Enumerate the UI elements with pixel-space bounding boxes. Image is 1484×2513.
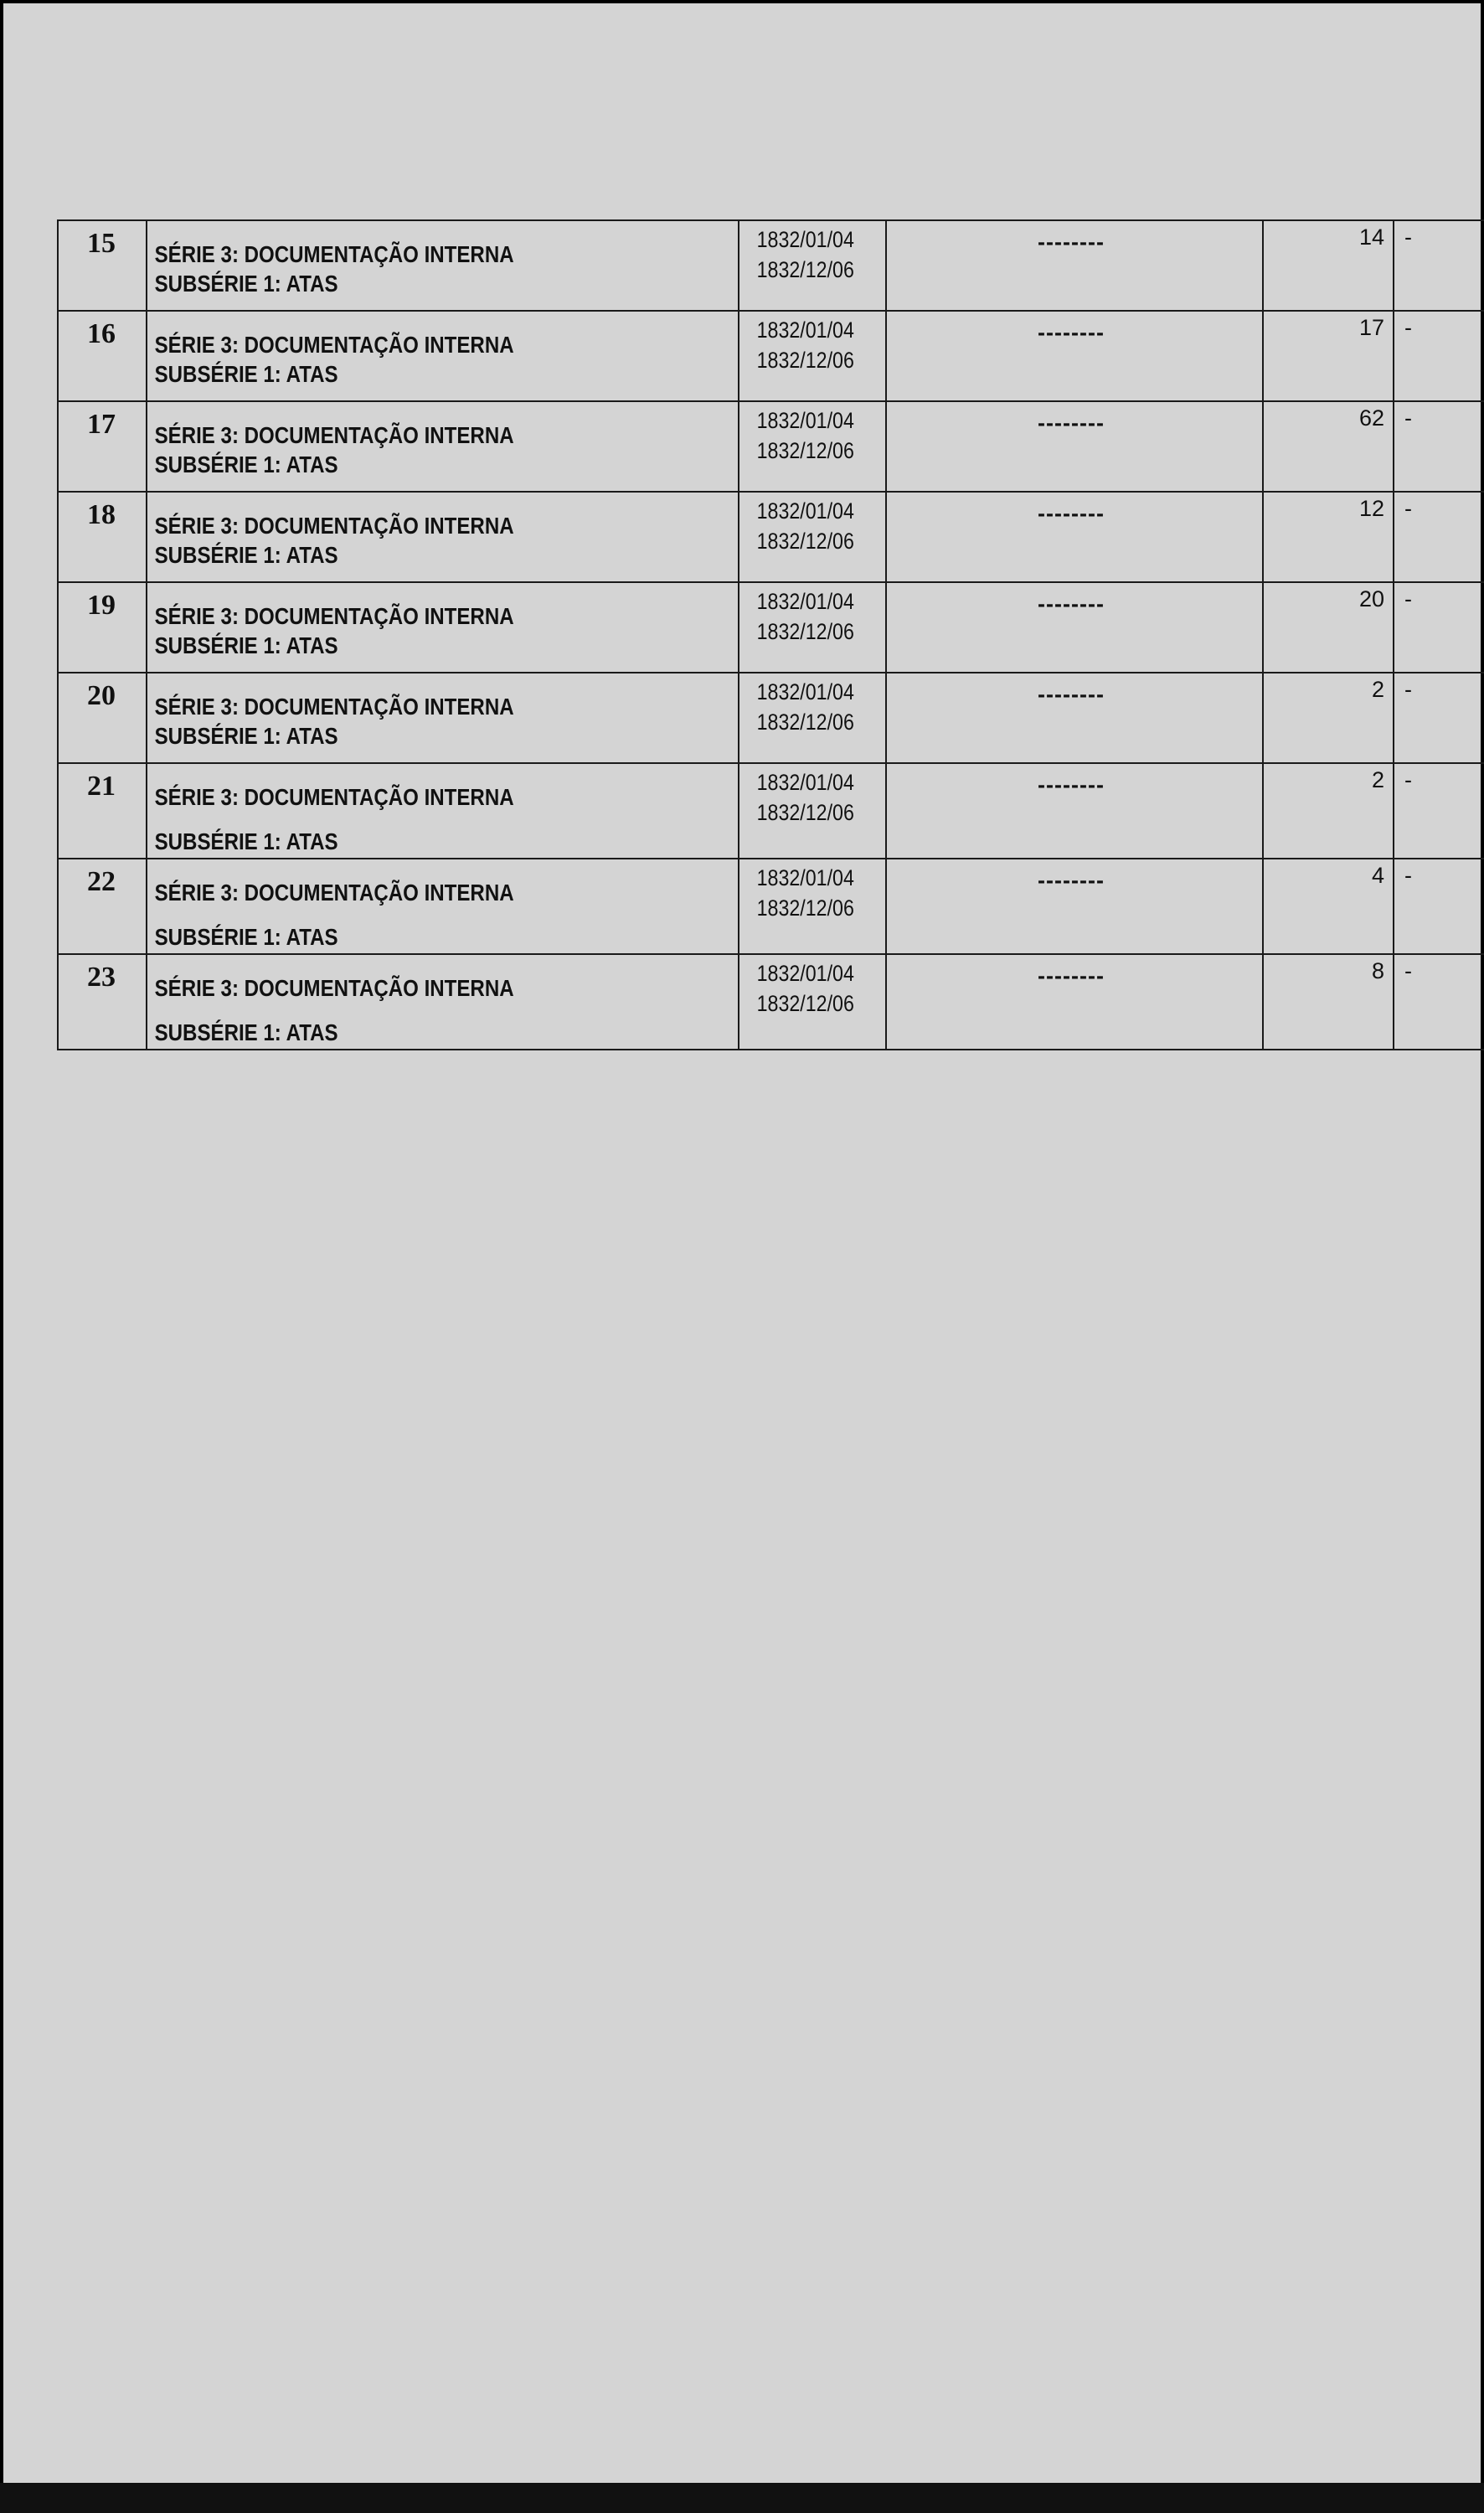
quantity-value: 14 xyxy=(1358,224,1384,250)
description-cell xyxy=(147,954,739,1050)
quantity-value: 62 xyxy=(1358,405,1384,431)
quantity-value: 8 xyxy=(1371,958,1384,983)
table-row xyxy=(58,859,1484,954)
dash-cell xyxy=(886,582,1263,673)
subseries-label: SUBSÉRIE 1: ATAS xyxy=(154,924,338,950)
date-start: 1832/01/04 xyxy=(756,317,854,343)
extra-value: - xyxy=(1404,224,1412,250)
date-start: 1832/01/04 xyxy=(756,679,854,704)
item-number: 18 xyxy=(87,499,116,530)
item-number-cell xyxy=(58,220,147,311)
dash-cell xyxy=(886,401,1263,492)
extra-cell xyxy=(1394,401,1484,492)
description-cell xyxy=(147,859,739,954)
date-end: 1832/12/06 xyxy=(756,800,854,825)
table-row xyxy=(58,220,1484,311)
date-end: 1832/12/06 xyxy=(756,619,854,644)
extra-cell xyxy=(1394,763,1484,859)
dash-placeholder: -------- xyxy=(1038,963,1105,988)
date-range-cell xyxy=(739,582,886,673)
dash-placeholder: -------- xyxy=(1038,682,1105,707)
date-start: 1832/01/04 xyxy=(756,227,854,252)
series-label: SÉRIE 3: DOCUMENTAÇÃO INTERNA xyxy=(154,784,514,810)
extra-cell xyxy=(1394,859,1484,954)
quantity-value: 2 xyxy=(1371,677,1384,702)
date-end: 1832/12/06 xyxy=(756,710,854,735)
item-number-cell xyxy=(58,582,147,673)
extra-cell xyxy=(1394,492,1484,582)
description-cell xyxy=(147,673,739,763)
date-range-cell xyxy=(739,673,886,763)
dash-placeholder: -------- xyxy=(1038,772,1105,797)
description-cell xyxy=(147,401,739,492)
item-number: 23 xyxy=(87,962,116,993)
item-number: 16 xyxy=(87,318,116,349)
item-number-cell xyxy=(58,401,147,492)
item-number-cell xyxy=(58,673,147,763)
subseries-label: SUBSÉRIE 1: ATAS xyxy=(154,1019,338,1045)
quantity-cell xyxy=(1263,492,1394,582)
extra-cell xyxy=(1394,311,1484,401)
date-end: 1832/12/06 xyxy=(756,895,854,921)
extra-cell xyxy=(1394,673,1484,763)
subseries-label: SUBSÉRIE 1: ATAS xyxy=(154,632,338,658)
dash-cell xyxy=(886,492,1263,582)
subseries-label: SUBSÉRIE 1: ATAS xyxy=(154,723,338,749)
extra-value: - xyxy=(1404,496,1412,521)
item-number: 22 xyxy=(87,866,116,897)
date-start: 1832/01/04 xyxy=(756,865,854,890)
date-start: 1832/01/04 xyxy=(756,589,854,614)
item-number: 21 xyxy=(87,771,116,802)
description-cell xyxy=(147,492,739,582)
table-row xyxy=(58,582,1484,673)
quantity-cell xyxy=(1263,763,1394,859)
description-cell xyxy=(147,763,739,859)
quantity-cell xyxy=(1263,859,1394,954)
table-row xyxy=(58,311,1484,401)
extra-cell xyxy=(1394,954,1484,1050)
item-number: 19 xyxy=(87,590,116,621)
extra-value: - xyxy=(1404,958,1412,983)
series-label: SÉRIE 3: DOCUMENTAÇÃO INTERNA xyxy=(154,975,514,1001)
subseries-label: SUBSÉRIE 1: ATAS xyxy=(154,542,338,568)
table-row xyxy=(58,763,1484,859)
item-number-cell xyxy=(58,859,147,954)
dash-placeholder: -------- xyxy=(1038,410,1105,436)
date-range-cell xyxy=(739,954,886,1050)
quantity-value: 12 xyxy=(1358,496,1384,521)
quantity-cell xyxy=(1263,311,1394,401)
quantity-cell xyxy=(1263,220,1394,311)
table-row xyxy=(58,954,1484,1050)
quantity-cell xyxy=(1263,673,1394,763)
series-label: SÉRIE 3: DOCUMENTAÇÃO INTERNA xyxy=(154,880,514,906)
item-number-cell xyxy=(58,311,147,401)
dash-cell xyxy=(886,859,1263,954)
dash-cell xyxy=(886,763,1263,859)
date-end: 1832/12/06 xyxy=(756,991,854,1016)
item-number: 20 xyxy=(87,680,116,711)
scan-bottom-edge xyxy=(0,2483,1484,2513)
extra-value: - xyxy=(1404,677,1412,702)
extra-cell xyxy=(1394,220,1484,311)
extra-value: - xyxy=(1404,767,1412,792)
item-number: 15 xyxy=(87,228,116,259)
series-label: SÉRIE 3: DOCUMENTAÇÃO INTERNA xyxy=(154,603,514,629)
quantity-cell xyxy=(1263,582,1394,673)
dash-cell xyxy=(886,954,1263,1050)
series-label: SÉRIE 3: DOCUMENTAÇÃO INTERNA xyxy=(154,694,514,720)
date-range-cell xyxy=(739,311,886,401)
item-number-cell xyxy=(58,954,147,1050)
quantity-value: 4 xyxy=(1371,863,1384,888)
date-start: 1832/01/04 xyxy=(756,498,854,524)
item-number: 17 xyxy=(87,409,116,440)
date-end: 1832/12/06 xyxy=(756,257,854,282)
quantity-cell xyxy=(1263,954,1394,1050)
dash-cell xyxy=(886,673,1263,763)
date-start: 1832/01/04 xyxy=(756,408,854,433)
quantity-value: 17 xyxy=(1358,315,1384,340)
item-number-cell xyxy=(58,763,147,859)
item-number-cell xyxy=(58,492,147,582)
extra-value: - xyxy=(1404,315,1412,340)
extra-value: - xyxy=(1404,586,1412,611)
subseries-label: SUBSÉRIE 1: ATAS xyxy=(154,361,338,387)
date-end: 1832/12/06 xyxy=(756,438,854,463)
date-range-cell xyxy=(739,859,886,954)
description-cell xyxy=(147,582,739,673)
date-start: 1832/01/04 xyxy=(756,961,854,986)
subseries-label: SUBSÉRIE 1: ATAS xyxy=(154,271,338,297)
dash-placeholder: -------- xyxy=(1038,230,1105,255)
dash-placeholder: -------- xyxy=(1038,868,1105,893)
inventory-table xyxy=(57,219,1484,1050)
date-end: 1832/12/06 xyxy=(756,348,854,373)
description-cell xyxy=(147,311,739,401)
date-range-cell xyxy=(739,401,886,492)
dash-cell xyxy=(886,220,1263,311)
extra-value: - xyxy=(1404,405,1412,431)
dash-placeholder: -------- xyxy=(1038,501,1105,526)
dash-cell xyxy=(886,311,1263,401)
series-label: SÉRIE 3: DOCUMENTAÇÃO INTERNA xyxy=(154,241,514,267)
date-range-cell xyxy=(739,763,886,859)
series-label: SÉRIE 3: DOCUMENTAÇÃO INTERNA xyxy=(154,332,514,358)
scanned-page xyxy=(3,3,1481,2483)
subseries-label: SUBSÉRIE 1: ATAS xyxy=(154,828,338,854)
quantity-cell xyxy=(1263,401,1394,492)
subseries-label: SUBSÉRIE 1: ATAS xyxy=(154,452,338,477)
table-row xyxy=(58,401,1484,492)
extra-value: - xyxy=(1404,863,1412,888)
series-label: SÉRIE 3: DOCUMENTAÇÃO INTERNA xyxy=(154,422,514,448)
description-cell xyxy=(147,220,739,311)
date-range-cell xyxy=(739,492,886,582)
extra-cell xyxy=(1394,582,1484,673)
series-label: SÉRIE 3: DOCUMENTAÇÃO INTERNA xyxy=(154,513,514,539)
table-row xyxy=(58,492,1484,582)
dash-placeholder: -------- xyxy=(1038,591,1105,617)
date-start: 1832/01/04 xyxy=(756,770,854,795)
dash-placeholder: -------- xyxy=(1038,320,1105,345)
quantity-value: 2 xyxy=(1371,767,1384,792)
table-row xyxy=(58,673,1484,763)
date-range-cell xyxy=(739,220,886,311)
date-end: 1832/12/06 xyxy=(756,529,854,554)
quantity-value: 20 xyxy=(1358,586,1384,611)
